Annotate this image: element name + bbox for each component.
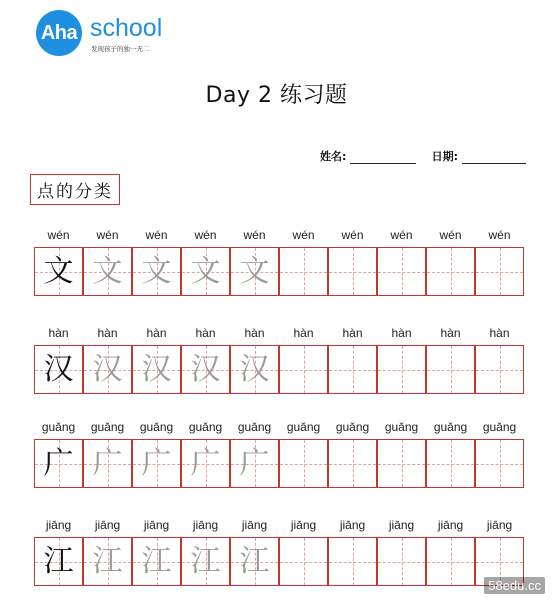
pinyin-label: jiāng (339, 518, 366, 532)
writing-cell[interactable] (475, 345, 524, 394)
pinyin-label: guǎng (41, 420, 76, 434)
pinyin-label: hàn (391, 326, 412, 340)
model-character: 文 (43, 254, 74, 289)
trace-character: 汉 (239, 352, 270, 387)
writing-cell[interactable] (426, 537, 475, 586)
writing-cell[interactable] (83, 537, 132, 586)
model-character: 广 (43, 446, 74, 481)
trace-character: 广 (190, 446, 221, 481)
watermark: 58edu.cc (484, 577, 545, 594)
pinyin-label: jiāng (437, 518, 464, 532)
writing-cell[interactable] (475, 439, 524, 488)
model-character: 汉 (43, 352, 74, 387)
pinyin-label: wén (194, 228, 217, 242)
pinyin-label: hàn (195, 326, 216, 340)
section-title: 点的分类 (30, 174, 120, 205)
writing-cell[interactable] (426, 439, 475, 488)
trace-character: 文 (141, 254, 172, 289)
pinyin-label: jiāng (388, 518, 415, 532)
pinyin-label: hàn (293, 326, 314, 340)
pinyin-label: guǎng (286, 420, 321, 434)
trace-character: 文 (190, 254, 221, 289)
writing-cell[interactable] (377, 537, 426, 586)
trace-character: 汉 (92, 352, 123, 387)
writing-cell[interactable] (475, 247, 524, 296)
trace-character: 江 (190, 544, 221, 579)
writing-cell[interactable] (426, 247, 475, 296)
pinyin-label: wén (96, 228, 119, 242)
trace-character: 汉 (190, 352, 221, 387)
pinyin-label: hàn (48, 326, 69, 340)
pinyin-label: hàn (97, 326, 118, 340)
writing-cell[interactable] (34, 247, 83, 296)
writing-cell[interactable] (230, 537, 279, 586)
pinyin-label: wén (145, 228, 168, 242)
pinyin-label: guǎng (433, 420, 468, 434)
writing-cell[interactable] (132, 345, 181, 394)
writing-cell[interactable] (83, 247, 132, 296)
pinyin-label: guǎng (188, 420, 223, 434)
trace-character: 江 (92, 544, 123, 579)
pinyin-label: hàn (244, 326, 265, 340)
tianzige-grid (34, 439, 524, 488)
pinyin-label: jiāng (45, 518, 72, 532)
logo-slogan: 发现孩子的独一无二 (91, 45, 150, 53)
writing-cell[interactable] (132, 439, 181, 488)
writing-cell[interactable] (377, 345, 426, 394)
pinyin-label: jiāng (241, 518, 268, 532)
writing-cell[interactable] (328, 345, 377, 394)
pinyin-label: hàn (342, 326, 363, 340)
tianzige-grid (34, 537, 524, 586)
model-character: 江 (43, 544, 74, 579)
trace-character: 广 (141, 446, 172, 481)
name-field[interactable] (350, 151, 416, 164)
writing-cell[interactable] (279, 247, 328, 296)
writing-cell[interactable] (181, 537, 230, 586)
aha-school-logo (36, 10, 186, 58)
writing-cell[interactable] (230, 345, 279, 394)
pinyin-label: wén (47, 228, 70, 242)
date-label: 日期: (431, 150, 458, 163)
pinyin-label: guǎng (139, 420, 174, 434)
pinyin-label: wén (439, 228, 462, 242)
writing-cell[interactable] (34, 439, 83, 488)
writing-cell[interactable] (230, 439, 279, 488)
trace-character: 江 (239, 544, 270, 579)
tianzige-grid (34, 345, 524, 394)
writing-cell[interactable] (230, 247, 279, 296)
pinyin-label: jiāng (143, 518, 170, 532)
trace-character: 文 (92, 254, 123, 289)
trace-character: 文 (239, 254, 270, 289)
pinyin-label: guǎng (237, 420, 272, 434)
writing-cell[interactable] (34, 345, 83, 394)
pinyin-label: wén (341, 228, 364, 242)
tianzige-grid (34, 247, 524, 296)
writing-cell[interactable] (181, 345, 230, 394)
writing-cell[interactable] (328, 439, 377, 488)
writing-cell[interactable] (328, 537, 377, 586)
pinyin-label: wén (390, 228, 413, 242)
writing-cell[interactable] (279, 345, 328, 394)
pinyin-label: guǎng (482, 420, 517, 434)
pinyin-label: guǎng (90, 420, 125, 434)
writing-cell[interactable] (132, 537, 181, 586)
pinyin-label: guǎng (384, 420, 419, 434)
writing-cell[interactable] (279, 439, 328, 488)
date-field[interactable] (462, 151, 526, 164)
pinyin-label: hàn (146, 326, 167, 340)
trace-character: 广 (239, 446, 270, 481)
writing-cell[interactable] (377, 439, 426, 488)
writing-cell[interactable] (132, 247, 181, 296)
writing-cell[interactable] (328, 247, 377, 296)
writing-cell[interactable] (181, 439, 230, 488)
writing-cell[interactable] (377, 247, 426, 296)
pinyin-label: hàn (440, 326, 461, 340)
writing-cell[interactable] (83, 439, 132, 488)
meta-fields (320, 148, 526, 164)
pinyin-label: jiāng (290, 518, 317, 532)
writing-cell[interactable] (181, 247, 230, 296)
writing-cell[interactable] (426, 345, 475, 394)
pinyin-label: wén (292, 228, 315, 242)
pinyin-label: guǎng (335, 420, 370, 434)
trace-character: 江 (141, 544, 172, 579)
pinyin-label: jiāng (94, 518, 121, 532)
pinyin-label: wén (488, 228, 511, 242)
logo-word: school (90, 14, 163, 42)
writing-cell[interactable] (279, 537, 328, 586)
page-title: Day 2 练习题 (205, 83, 348, 108)
pinyin-label: jiāng (486, 518, 513, 532)
logo-badge: Aha (36, 10, 82, 56)
pinyin-label: wén (243, 228, 266, 242)
pinyin-label: jiāng (192, 518, 219, 532)
name-label: 姓名: (320, 150, 347, 163)
trace-character: 广 (92, 446, 123, 481)
trace-character: 汉 (141, 352, 172, 387)
writing-cell[interactable] (83, 345, 132, 394)
pinyin-label: hàn (489, 326, 510, 340)
writing-cell[interactable] (34, 537, 83, 586)
